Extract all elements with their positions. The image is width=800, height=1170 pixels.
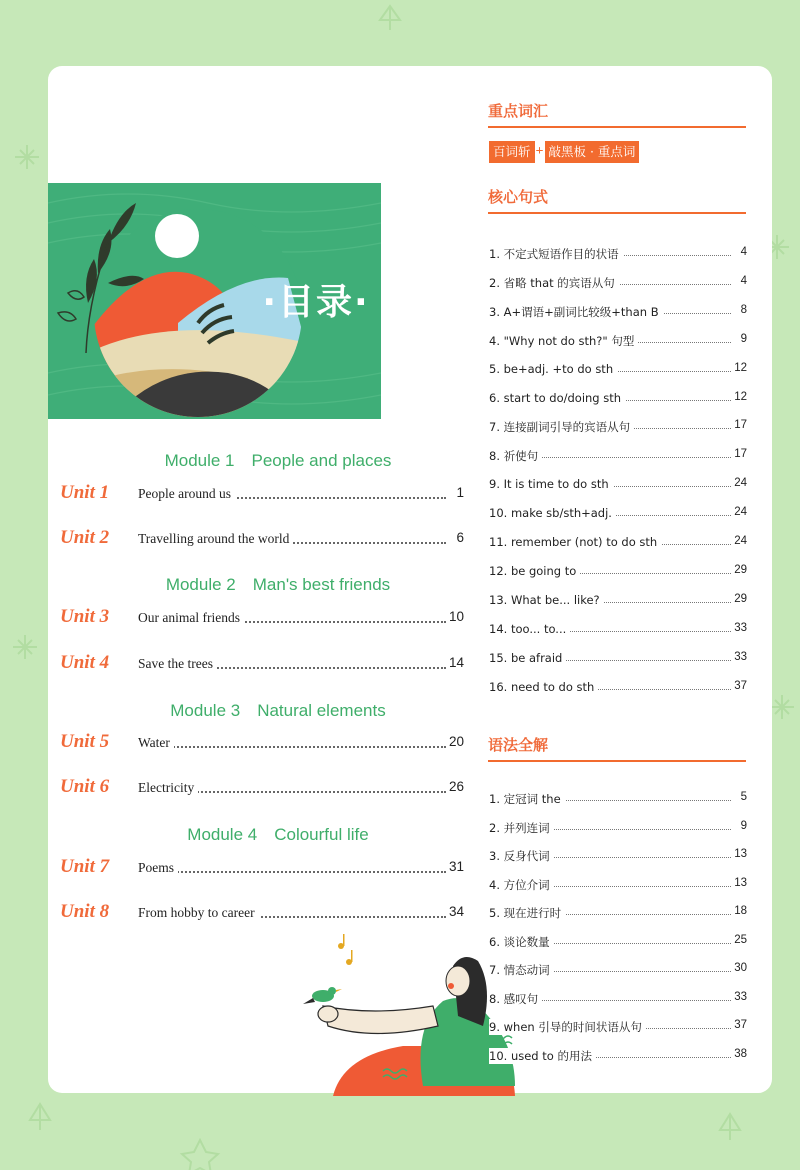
- cover-illustration: [48, 183, 381, 419]
- leader-dots: [529, 886, 731, 887]
- item-page: 12: [734, 361, 747, 374]
- item-page: 9: [740, 819, 747, 832]
- item-text: 5. 现在进行时: [489, 905, 565, 921]
- toc-list-item[interactable]: [489, 445, 747, 467]
- toc-list-item[interactable]: [489, 388, 747, 410]
- unit-page: 14: [448, 655, 464, 670]
- unit-title: Travelling around the world: [138, 531, 293, 547]
- sentences-section-title: [488, 184, 746, 214]
- section-heading: 核心句式: [488, 188, 549, 206]
- unit-page: 6: [456, 530, 464, 545]
- item-page: 38: [734, 1047, 747, 1060]
- item-page: 9: [740, 332, 747, 345]
- section-heading: 语法全解: [488, 736, 549, 754]
- toc-list-item[interactable]: [489, 359, 747, 381]
- leader-dots: [529, 943, 731, 944]
- item-page: 29: [734, 592, 747, 605]
- toc-list-item[interactable]: [489, 845, 747, 867]
- item-page: 5: [740, 791, 747, 803]
- unit-label: Unit 4: [60, 652, 110, 673]
- sun-icon: [155, 214, 199, 258]
- item-page: 37: [734, 1019, 747, 1031]
- item-page: 24: [734, 506, 747, 519]
- item-text: 7. 连接副词引导的宾语从句: [489, 419, 634, 435]
- item-page: 24: [734, 477, 747, 490]
- item-text: 1. 定冠词 the: [489, 791, 565, 807]
- unit-row-6[interactable]: [60, 776, 464, 802]
- toc-list-item[interactable]: [489, 648, 747, 670]
- unit-title: Poems: [138, 860, 178, 876]
- item-text: 2. 省略 that 的宾语从句: [489, 275, 619, 291]
- toc-list-item[interactable]: [489, 330, 747, 352]
- item-text: 13. What be... like?: [489, 593, 604, 607]
- toc-list-item[interactable]: [489, 619, 747, 641]
- item-text: 6. start to do/doing sth: [489, 391, 625, 405]
- leader-dots: [529, 857, 731, 858]
- toc-list-item[interactable]: [489, 590, 747, 612]
- item-page: 30: [734, 962, 747, 974]
- unit-label: Unit 5: [60, 731, 110, 752]
- item-text: 8. 祈使句: [489, 448, 542, 464]
- unit-row-2[interactable]: [60, 527, 464, 553]
- unit-label: Unit 6: [60, 776, 110, 797]
- vocab-tags: [489, 140, 639, 164]
- unit-title: Water: [138, 735, 174, 751]
- toc-list-item[interactable]: [489, 301, 747, 323]
- unit-row-3[interactable]: [60, 606, 464, 632]
- unit-label: Unit 3: [60, 606, 110, 627]
- item-text: 10. used to 的用法: [489, 1048, 596, 1064]
- unit-page: 1: [456, 485, 464, 500]
- module-3-heading: Module 3 Natural elements: [170, 701, 386, 720]
- item-text: 2. 并列连词: [489, 820, 554, 836]
- toc-list-item[interactable]: [489, 474, 747, 496]
- tag-baicizhan: 百词斩: [489, 141, 535, 163]
- section-heading: 重点词汇: [488, 102, 549, 120]
- item-text: 5. be+adj. +to do sth: [489, 362, 617, 376]
- unit-page: 26: [448, 779, 464, 794]
- toc-list-item[interactable]: [489, 931, 747, 953]
- unit-title: People around us: [138, 486, 235, 502]
- toc-list-item[interactable]: [489, 272, 747, 294]
- unit-title: From hobby to career: [138, 905, 259, 921]
- module-2-heading: Module 2 Man's best friends: [165, 575, 391, 594]
- item-text: 15. be afraid: [489, 651, 566, 665]
- item-page: 4: [740, 246, 747, 258]
- item-page: 12: [734, 390, 747, 403]
- unit-label: Unit 7: [60, 856, 110, 877]
- module-1-heading: Module 1 People and places: [164, 451, 392, 470]
- content-card: [48, 66, 772, 1093]
- item-page: 18: [734, 905, 747, 917]
- item-page: 13: [734, 848, 747, 860]
- cover-title: ·目录·: [262, 282, 370, 323]
- leader-dots: [138, 746, 446, 748]
- item-text: 11. remember (not) to do sth: [489, 535, 661, 549]
- unit-label: Unit 1: [60, 482, 110, 503]
- unit-title: Save the trees: [138, 656, 217, 672]
- leader-dots: [529, 971, 731, 972]
- item-text: 8. 感叹句: [489, 991, 542, 1007]
- leader-dots: [529, 1000, 731, 1001]
- item-text: 3. A+谓语+副词比较级+than B: [489, 304, 663, 320]
- item-text: 9. when 引导的时间状语从句: [489, 1019, 646, 1035]
- item-page: 33: [734, 621, 747, 634]
- item-text: 14. too... to...: [489, 622, 570, 636]
- item-text: 6. 谈论数量: [489, 934, 554, 950]
- leader-dots: [529, 829, 731, 830]
- item-page: 24: [734, 535, 747, 547]
- unit-row-5[interactable]: [60, 731, 464, 757]
- toc-list-item[interactable]: [489, 788, 747, 810]
- woman-with-bird-illustration: [253, 926, 523, 1096]
- tag-key-words: 敲黑板 · 重点词: [545, 141, 640, 163]
- bird-icon: [303, 987, 342, 1004]
- item-text: 16. need to do sth: [489, 680, 598, 694]
- item-page: 13: [734, 876, 747, 889]
- item-page: 33: [734, 990, 747, 1003]
- item-page: 37: [734, 679, 747, 692]
- vocab-section-title: [488, 98, 746, 128]
- item-text: 7. 情态动词: [489, 962, 554, 978]
- item-page: 33: [734, 650, 747, 663]
- unit-label: Unit 8: [60, 901, 110, 922]
- item-page: 17: [734, 419, 747, 432]
- unit-page: 20: [448, 734, 464, 749]
- item-text: 3. 反身代词: [489, 848, 554, 864]
- toc-list-item[interactable]: [489, 243, 747, 265]
- item-page: 4: [740, 274, 747, 287]
- toc-list-item[interactable]: [489, 817, 747, 839]
- toc-list-item[interactable]: [489, 902, 747, 924]
- item-text: 1. 不定式短语作目的状语: [489, 246, 623, 262]
- item-text: 9. It is time to do sth: [489, 477, 613, 491]
- leader-dots: [529, 457, 731, 458]
- item-page: 29: [734, 563, 747, 576]
- unit-row-1[interactable]: [60, 482, 464, 508]
- unit-title: Electricity: [138, 780, 198, 796]
- module-4-heading: Module 4 Colourful life: [187, 825, 369, 844]
- toc-list-item[interactable]: [489, 959, 747, 981]
- unit-label: Unit 2: [60, 527, 110, 548]
- item-page: 25: [734, 933, 747, 946]
- item-page: 8: [740, 303, 747, 316]
- toc-list-item[interactable]: [489, 416, 747, 438]
- unit-page: 31: [448, 859, 464, 874]
- item-text: 10. make sb/sth+adj.: [489, 506, 616, 520]
- tag-plus: +: [535, 144, 544, 159]
- item-text: 4. "Why not do sth?" 句型: [489, 333, 638, 349]
- unit-title: Our animal friends: [138, 610, 244, 626]
- toc-list-item[interactable]: [489, 561, 747, 583]
- leader-dots: [138, 871, 446, 873]
- unit-row-4[interactable]: [60, 652, 464, 678]
- unit-page: 10: [448, 609, 464, 624]
- unit-page: 34: [448, 904, 464, 919]
- unit-row-7[interactable]: [60, 856, 464, 882]
- toc-list-item[interactable]: [489, 874, 747, 896]
- toc-list-item[interactable]: [489, 503, 747, 525]
- item-page: 17: [734, 448, 747, 461]
- toc-list-item[interactable]: [489, 988, 747, 1010]
- toc-list-item[interactable]: [489, 677, 747, 699]
- toc-list-item[interactable]: [489, 1045, 747, 1067]
- item-text: 12. be going to: [489, 564, 580, 578]
- grammar-section-title: [488, 732, 746, 762]
- toc-list-item[interactable]: [489, 1016, 747, 1038]
- toc-list-item[interactable]: [489, 532, 747, 554]
- item-text: 4. 方位介词: [489, 877, 554, 893]
- unit-row-8[interactable]: [60, 901, 464, 927]
- music-note-icon: [338, 934, 353, 965]
